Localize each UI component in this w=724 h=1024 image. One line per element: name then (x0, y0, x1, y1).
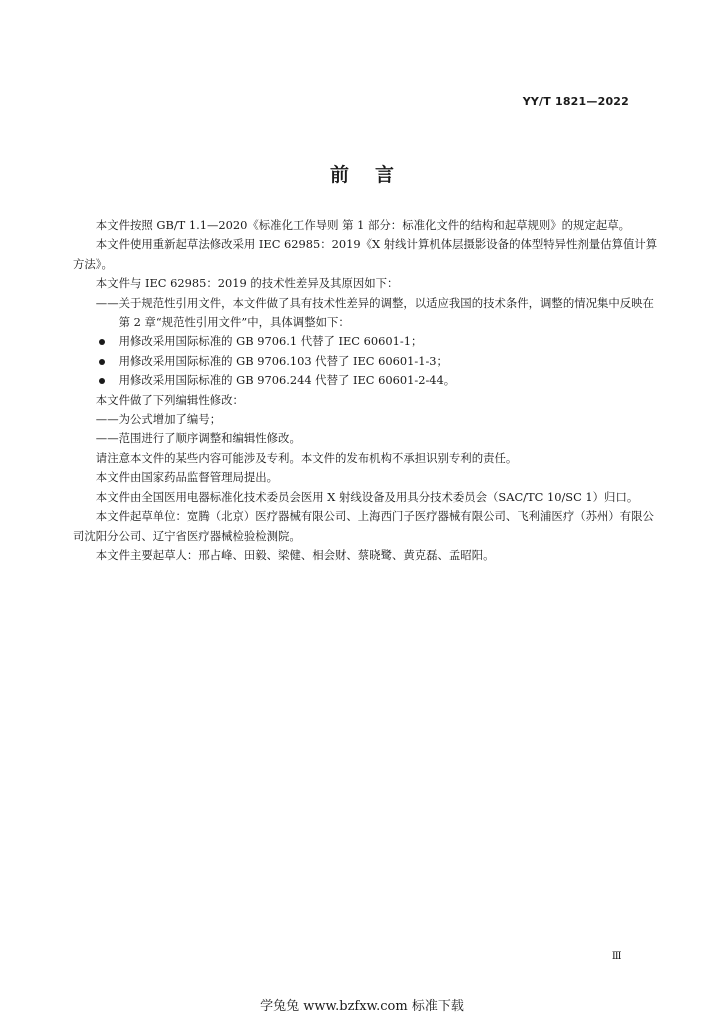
list-item-text: 用修改采用国际标准的 GB 9706.103 代替了 IEC 60601-1-3； (118, 353, 448, 368)
list-item (73, 371, 661, 390)
foreword-body (73, 216, 661, 565)
list-item-text: 用修改采用国际标准的 GB 9706.1 代替了 IEC 60601-1； (118, 334, 423, 349)
dash-item-formula-numbering: ——为公式增加了编号； (95, 412, 222, 427)
paragraph-committee: 本文件由全国医用电器标准化技术委员会医用 X 射线设备及用具分技术委员会（SAC/TC 10/SC 1）归口。 (95, 489, 639, 504)
watermark-text: 学兔兔 www.bzfxw.com 标准下载 (260, 999, 464, 1014)
page-number: Ⅲ (611, 951, 621, 962)
standard-number: YY/T 1821—2022 (522, 95, 629, 108)
dash-item-scope-adjustment: ——范围进行了顺序调整和编辑性修改。 (95, 431, 301, 446)
bullet-icon (99, 339, 105, 345)
paragraph-editorial-intro: 本文件做了下列编辑性修改： (95, 392, 244, 407)
paragraph-adoption: 本文件使用重新起草法修改采用 IEC 62985：2019《X 射线计算机体层摄影设备的体型特异性剂量估算值计算方法》。 (73, 237, 658, 271)
paragraph-drafting-rules: 本文件按照 GB/T 1.1—2020《标准化工作导则 第 1 部分：标准化文件的结构和起草规则》的规定起草。 (95, 218, 631, 232)
paragraph-patent-notice: 请注意本文件的某些内容可能涉及专利。本文件的发布机构不承担识别专利的责任。 (95, 450, 518, 465)
paragraph-drafters: 本文件主要起草人：邢占峰、田毅、梁健、相会财、蔡晓鹭、黄克磊、孟昭阳。 (95, 547, 495, 562)
dash-item-normative-references: ——关于规范性引用文件，本文件做了具有技术性差异的调整，以适应我国的技术条件，调整的情况集中反映在第 2 章“规范性引用文件”中，具体调整如下： (95, 295, 654, 330)
paragraph-proposer: 本文件由国家药品监督管理局提出。 (95, 470, 279, 485)
list-item-text: 用修改采用国际标准的 GB 9706.244 代替了 IEC 60601-2-44。 (118, 373, 456, 388)
list-item (73, 332, 661, 351)
page-title: 前言 (329, 164, 420, 186)
bullet-icon (99, 378, 105, 384)
list-item (73, 352, 661, 371)
paragraph-differences-intro: 本文件与 IEC 62985：2019 的技术性差异及其原因如下： (95, 276, 399, 291)
paragraph-drafting-units: 本文件起草单位：宽腾（北京）医疗器械有限公司、上海西门子医疗器械有限公司、飞利浦医疗（苏州）有限公司沈阳分公司、辽宁省医疗器械检验检测院。 (73, 509, 654, 543)
bullet-icon (99, 359, 105, 365)
